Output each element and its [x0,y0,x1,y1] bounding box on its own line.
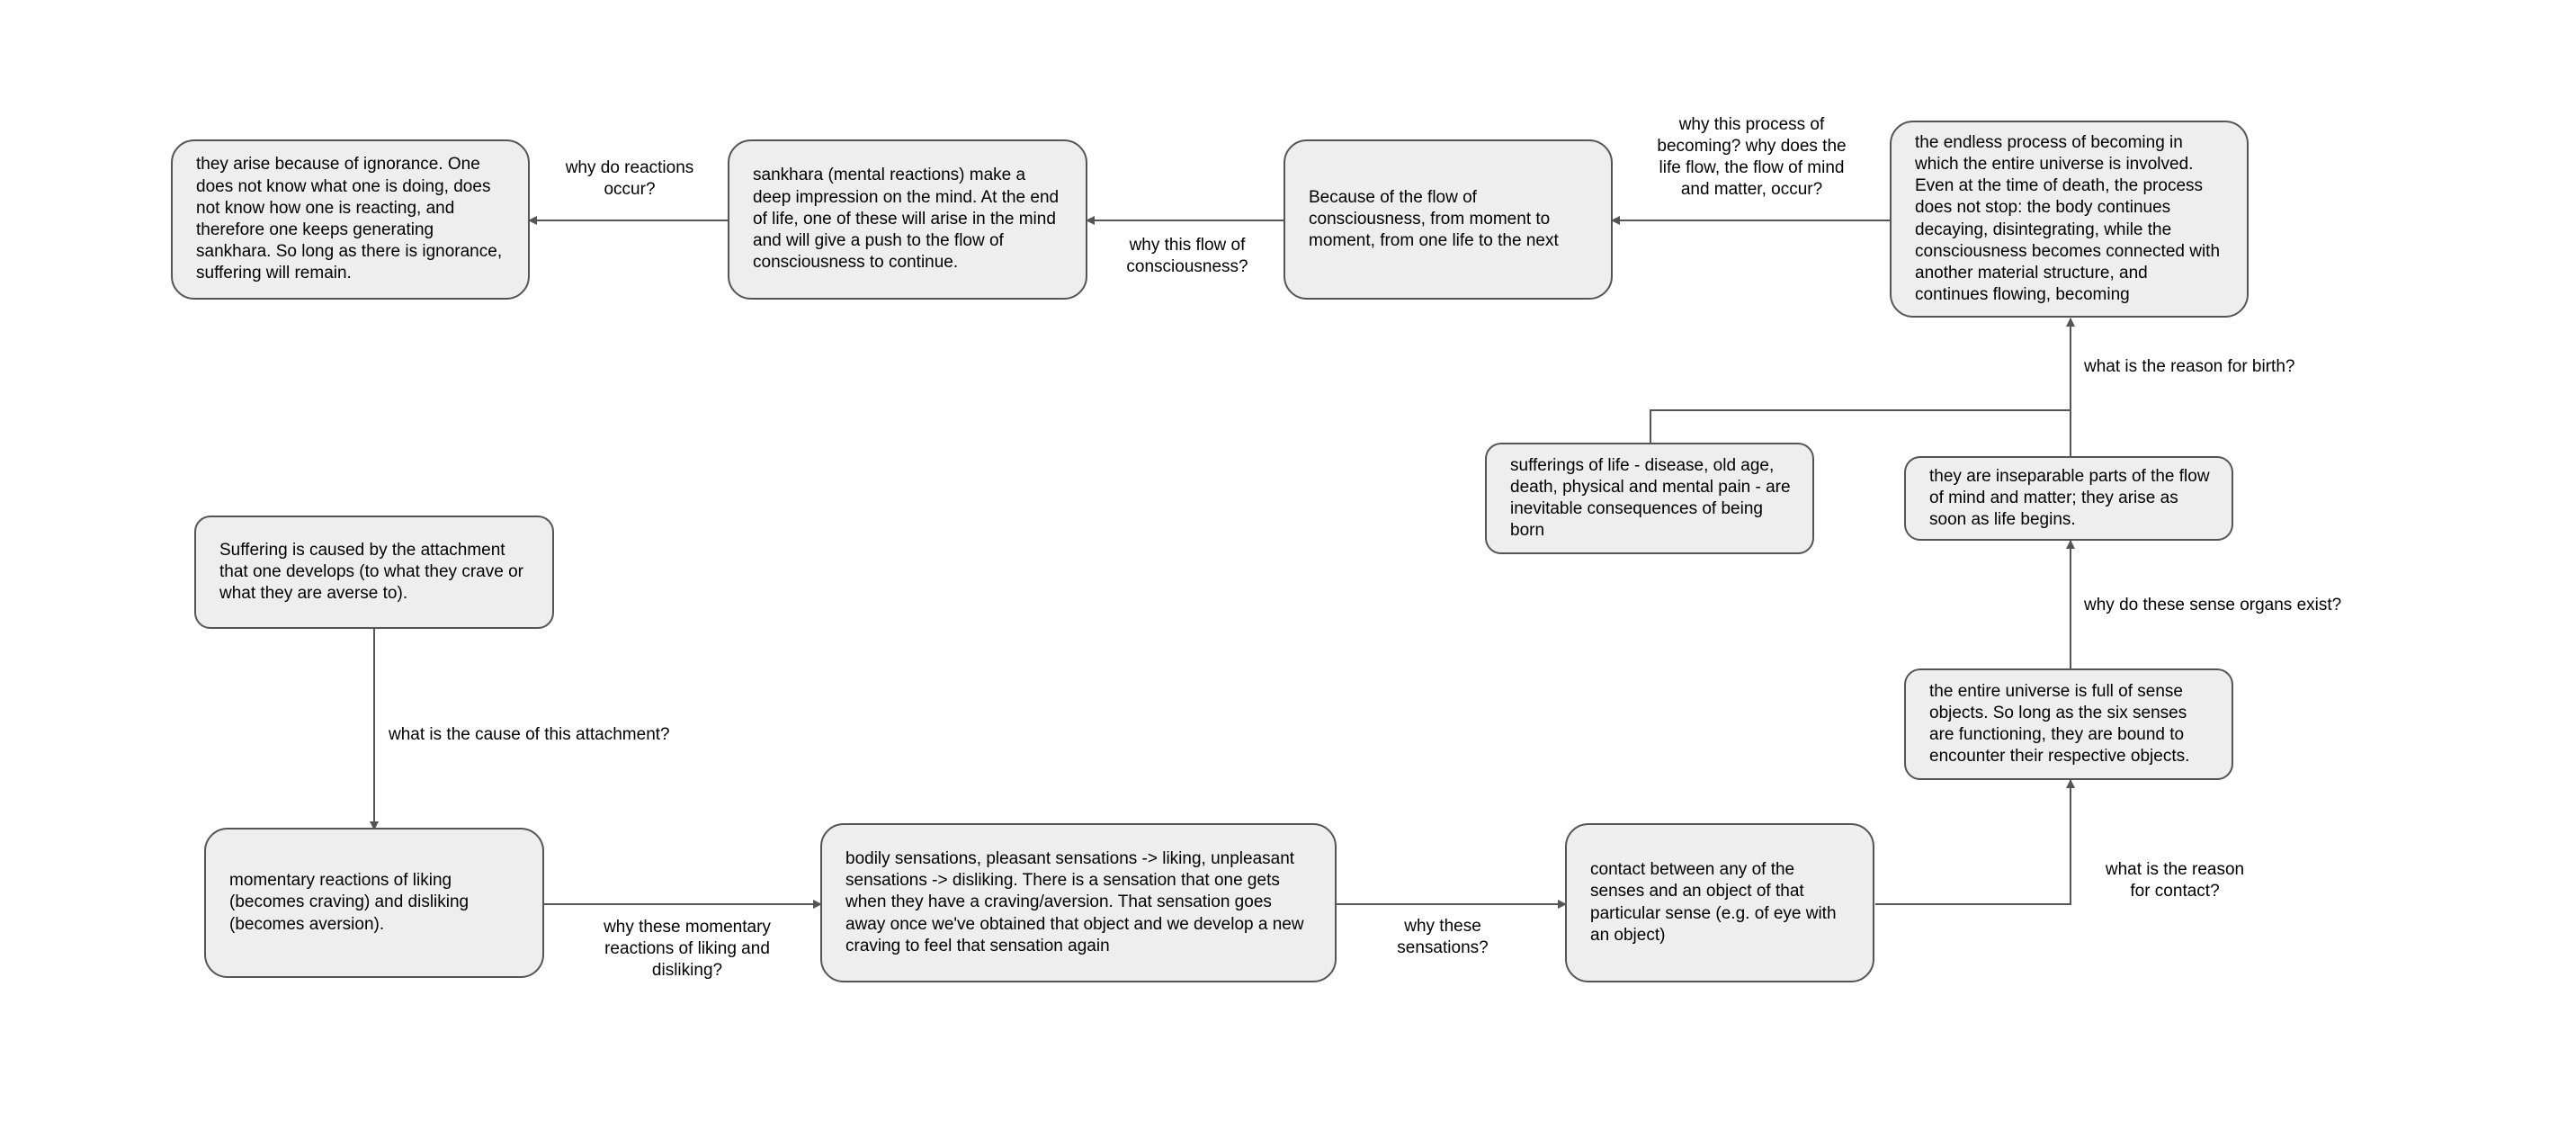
label-reason-for-contact: what is the reason for contact? [2105,860,2245,901]
label-why-momentary-reactions: why these momentary reactions of liking and disliking? [604,918,771,980]
node-inseparable-parts: they are inseparable parts of the flow of mind and matter; they arise as soon as life begins. [1904,456,2233,541]
node-sense-objects: the entire universe is full of sense objects. So long as the six senses are functioning, they are bound to encounter their respective objects. [1904,668,2233,780]
label-cause-of-attachment: what is the cause of this attachment? [389,725,670,744]
edge-sufferings-to-becoming [1650,410,2071,444]
label-reason-for-birth: what is the reason for birth? [2084,357,2295,376]
label-why-flow-of-consciousness: why this flow of consciousness? [1126,236,1248,276]
node-consciousness-flow: Because of the flow of consciousness, from moment to moment, from one life to the next [1284,139,1613,300]
node-becoming: the endless process of becoming in which the entire universe is involved. Even at the time of death, the process does not stop: the body continues decaying, disintegrating, while the consciousness becomes connected with another material structure, and continues flowing, becoming [1890,121,2249,318]
label-why-reactions-occur: why do reactions occur? [565,158,694,199]
edge-contact-to-universe [1875,780,2071,904]
label-why-sense-organs: why do these sense organs exist? [2084,596,2342,614]
node-ignorance: they arise because of ignorance. One does not know what one is doing, does not know how one is reacting, and therefore one keeps generating sankhara. So long as there is ignorance, suffering will remain. [171,139,530,300]
node-momentary-reactions: momentary reactions of liking (becomes craving) and disliking (becomes aversion). [204,828,544,978]
label-why-process-of-becoming: why this process of becoming? why does the life flow, the flow of mind and matter, occur? [1657,115,1847,199]
node-contact: contact between any of the senses and an object of that particular sense (e.g. of eye with an object) [1565,823,1874,982]
node-sufferings-of-life: sufferings of life - disease, old age, death, physical and mental pain - are inevitable consequences of being born [1485,443,1814,554]
node-attachment: Suffering is caused by the attachment that one develops (to what they crave or what they are averse to). [194,516,554,629]
node-sankhara: sankhara (mental reactions) make a deep impression on the mind. At the end of life, one of these will arise in the mind and will give a push to the flow of consciousness to continue. [728,139,1087,300]
label-why-sensations: why these sensations? [1397,917,1489,957]
node-bodily-sensations: bodily sensations, pleasant sensations -> liking, unpleasant sensations -> disliking. There is a sensation that one gets when they have a craving/aversion. That sensation goes away once we've obtained that object and we develop a new craving to feel that sensation again [820,823,1337,982]
